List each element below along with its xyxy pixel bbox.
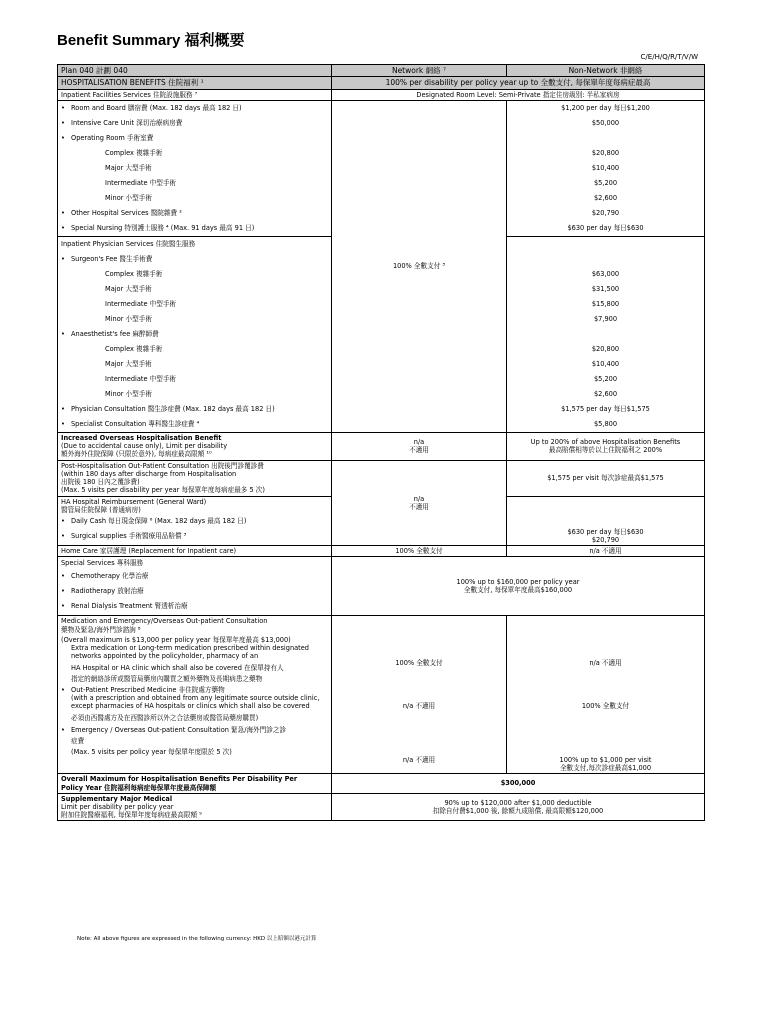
network-full-cell [332,100,507,432]
smm-row [58,793,705,821]
anaes-minor: Minor 小型手術 [105,389,152,398]
other-hospital-value: $20,790 [591,208,620,217]
anaesthetist-item: • Anaesthetist's fee 麻醉師費 [61,327,328,342]
overall-max-label [58,774,332,793]
inpatient-facilities-heading-row [58,89,705,100]
outp1: Out-Patient Prescribed Medicine 非住院處方藥物 [71,685,225,694]
page-title: Benefit Summary 福利概要 [57,32,245,49]
surgeon-minor: Minor 小型手術 [105,314,152,323]
post-hosp-line3: 出院後 180 日內之覆診費) [61,478,140,487]
outp2: (with a prescription and obtained from any legitimate source outside clinic, except pharmacies of HA hospitals or clinics which shall also be covered [71,694,320,711]
or-major: Major 大型手術 [105,163,152,172]
chemo-item: • Chemotherapy 化學治療 [61,569,328,584]
overseas-non2: 最高賠償相等於以上住院福利之 200% [548,446,663,455]
or-intermediate: Intermediate 中型手術 [105,178,177,187]
anaes-complex: Complex 複雜手術 [105,344,163,353]
surgeon-intermediate: Intermediate 中型手術 [105,299,177,308]
ha-non-values [507,496,705,545]
or-complex: Complex 複雜手術 [105,148,163,157]
outp-net: n/a 不適用 [402,701,436,710]
ha-line1: HA Hospital Reimbursement (General Ward) [61,497,207,506]
smm-val2: 扣除自付費$1,000 後, 餘額九成賠償, 最高限額$120,000 [432,807,604,816]
medication-line3: (Overall maximum is $13,000 per policy year 每保單年度最高 $13,000) [61,635,291,644]
outp-non: 100% 全數支付 [581,701,630,710]
special-heading: Special Services 專科服務 [61,559,144,568]
medication-non-network [507,616,705,774]
network-header: Network 網絡 ⁷ [332,65,507,77]
specialist-item: • Specialist Consultation 專科醫生診症費 ⁴ [61,417,328,432]
smm-line2: Limit per disability per policy year [61,802,174,811]
daily-cash-value: $630 per day 每日$630 [567,527,644,536]
overseas-net: n/a [413,438,425,447]
special-nursing-value: $630 per day 每日$630 [567,223,644,232]
medication-line2: 藥物及緊急/海外門診諮詢 ⁸ [61,625,141,634]
overseas-net-cn: 不適用 [409,446,429,455]
hospitalisation-limit: 100% per disability per policy year up to 全數支付, 每保單年度每病症最高 [332,77,705,89]
currency-note: Note: All above figures are expressed in the following currency: HKD 以上賠額以港元計算 [77,936,317,942]
overseas-network [332,432,507,460]
room-board-item: • Room and Board 膳宿費 (Max. 182 days 最高 182 日) [61,101,328,116]
post-hosp-line2: (within 180 days after discharge from Hospitalisation [61,469,237,478]
anaes-major: Major 大型手術 [105,359,152,368]
post-hosp-non: $1,575 per visit 每次診症最高$1,575 [507,460,705,496]
anaes-complex-value: $20,800 [591,344,620,353]
home-care-non: n/a 不適用 [507,546,705,557]
post-hosp-row [58,460,705,496]
outp-item [61,686,328,694]
physician-heading: Inpatient Physician Services 住院醫生服務 [58,236,331,252]
anaes-intermediate-value: $5,200 [593,374,618,383]
surgeon-complex: Complex 複雜手術 [105,269,163,278]
or-intermediate-value: $5,200 [593,178,618,187]
inpatient-items [58,100,332,432]
surgeon-major: Major 大型手術 [105,284,152,293]
physician-consult-item: • Physician Consultation 醫生診症費 (Max. 182 days 最高 182 日) [61,402,328,417]
home-care-network: 100% 全數支付 [332,546,507,557]
non-network-header: Non-Network 非網絡 [507,65,705,77]
emerg2: 症費 [71,737,85,746]
special-services-value [332,557,705,616]
outp3: 必須由西醫處方及在西醫診所以外之合法藥房或醫管局藥房購買) [71,713,259,722]
icu-value: $50,000 [591,118,620,127]
post-hosp-label [58,460,332,496]
overseas-line3: 額外海外住院保障 (只限於意外), 每病症最高限額 ¹⁰ [61,450,212,459]
post-hosp-line4: (Max. 5 visits per disability per year 每保單年度每病症最多 5 次) [61,486,265,495]
surgeon-item: • Surgeon's Fee 醫生手術費 [61,252,328,267]
inpatient-facilities-heading: Inpatient Facilities Services 住院設施服務 ⁷ [58,89,332,100]
plan-code: C/E/H/Q/R/T/V/W [640,53,698,61]
emerg3: (Max. 5 visits per policy year 每保單年度限於 5 次) [71,748,232,757]
room-level: Designated Room Level: Semi-Private 指定住房級別: 半私家病房 [332,89,705,100]
smm-value [332,793,705,821]
smm-line3: 附加住院醫療福利, 每保單年度每病症最高限額 ⁹ [61,811,202,820]
emerg1: Emergency / Overseas Out-patient Consultation 緊急/海外門診之診 [71,725,287,734]
medication-label [58,616,332,774]
specialist-value: $5,800 [593,419,618,428]
extra1: Extra medication or Long-term medication prescribed within designated networks appointed by the policyholder, pharmacy of an [71,644,309,661]
overseas-non-network [507,432,705,460]
operating-room-item: • Operating Room 手術室費 [61,131,328,146]
special-nursing-item: • Special Nursing 特別護士服務 ⁴ (Max. 91 days 最高 91 日) [61,221,328,236]
smm-line1: Supplementary Major Medical [61,794,173,803]
medication-row [58,616,705,774]
overall-line1: Overall Maximum for Hospitalisation Benefits Per Disability Per [61,775,298,784]
benefit-table [57,64,705,821]
or-complex-value: $20,800 [591,148,620,157]
smm-val1: 90% up to $120,000 after $1,000 deductible [444,798,592,807]
network-full-value: 100% 全數支付 ³ [392,262,446,271]
emerg-item [61,726,328,734]
anaes-intermediate: Intermediate 中型手術 [105,374,177,383]
anaes-minor-value: $2,600 [593,389,618,398]
icu-item: • Intensive Care Unit 深切治療病房費 [61,116,328,131]
or-minor: Minor 小型手術 [105,193,152,202]
overall-max-row [58,774,705,793]
surgeon-intermediate-value: $15,800 [591,299,620,308]
inpatient-block [58,100,705,432]
table-header-row [58,65,705,77]
ha-net-cn: 不適用 [409,502,429,511]
extra-medication-item [61,644,328,660]
inpatient-values [507,100,705,432]
hospitalisation-benefits-label: HOSPITALISATION BENEFITS 住院福利 ¹ [58,77,332,89]
anaes-major-value: $10,400 [591,359,620,368]
surgical-item: • Surgical supplies 手術醫療用品賠償 ³ [61,529,328,544]
ha-net: n/a [413,494,425,503]
extra-net: 100% 全數支付 [395,659,443,668]
home-care-label: Home Care 家居護理 (Replacement for Inpatient care) [58,546,332,557]
overseas-label [58,432,332,460]
emerg-non1: 100% up to $1,000 per visit [559,755,652,764]
overseas-non1: Up to 200% of above Hospitalisation Benefits [530,438,681,447]
extra-non: n/a 不適用 [589,659,622,668]
ha-network-cell [332,460,507,545]
surgeon-major-value: $31,500 [591,284,620,293]
surgical-value: $20,790 [591,535,620,544]
special-val2: 全數支付, 每保單年度最高$160,000 [463,586,573,595]
overall-line2: Policy Year 住院福利每病症每保單年度最高保障額 [61,783,217,792]
overseas-line1: Increased Overseas Hospitalisation Benefit [61,433,222,442]
daily-cash-item: • Daily Cash 每日現金保障 ⁶ (Max. 182 days 最高 182 日) [61,514,328,529]
physician-consult-value: $1,575 per day 每日$1,575 [561,404,650,413]
plan-label: Plan 040 計劃 040 [58,65,332,77]
special-services-label [58,557,332,616]
overseas-row [58,432,705,460]
special-services-row [58,557,705,616]
or-minor-value: $2,600 [593,193,618,202]
or-major-value: $10,400 [591,163,620,172]
smm-label [58,793,332,821]
surgeon-complex-value: $63,000 [591,269,620,278]
post-hosp-line1: Post-Hospitalisation Out-Patient Consultation 出院後門診覆診費 [61,461,264,470]
radio-item: • Radiotherapy 放射治療 [61,584,328,599]
room-board-value: $1,200 per day 每日$1,200 [561,103,650,112]
ha-line2: 醫管局住院保障 (普通病房) [61,505,141,514]
medication-network [332,616,507,774]
ha-label [58,496,332,545]
home-care-row [58,546,705,557]
overall-max-value: $300,000 [332,774,705,793]
emerg-non2: 全數支付,每次診症最高$1,000 [559,764,652,773]
surgeon-minor-value: $7,900 [593,314,618,323]
extra2: HA Hospital or HA clinic which shall also be covered 在保單持有人 [71,663,284,672]
extra3: 指定的網絡診所或醫管局藥房內購買之額外藥物及長期病患之藥物 [71,674,263,683]
special-val1: 100% up to $160,000 per policy year [456,578,580,587]
dialysis-item: • Renal Dialysis Treatment 腎透析治療 [61,599,328,614]
other-hospital-item: • Other Hospital Services 醫院雜費 ² [61,206,328,221]
overseas-line2: (Due to accidental cause only), Limit per disability [61,442,228,451]
hospitalisation-header-row [58,77,705,89]
emerg-net: n/a 不適用 [402,755,436,764]
medication-line1: Medication and Emergency/Overseas Out-patient Consultation [61,617,268,626]
